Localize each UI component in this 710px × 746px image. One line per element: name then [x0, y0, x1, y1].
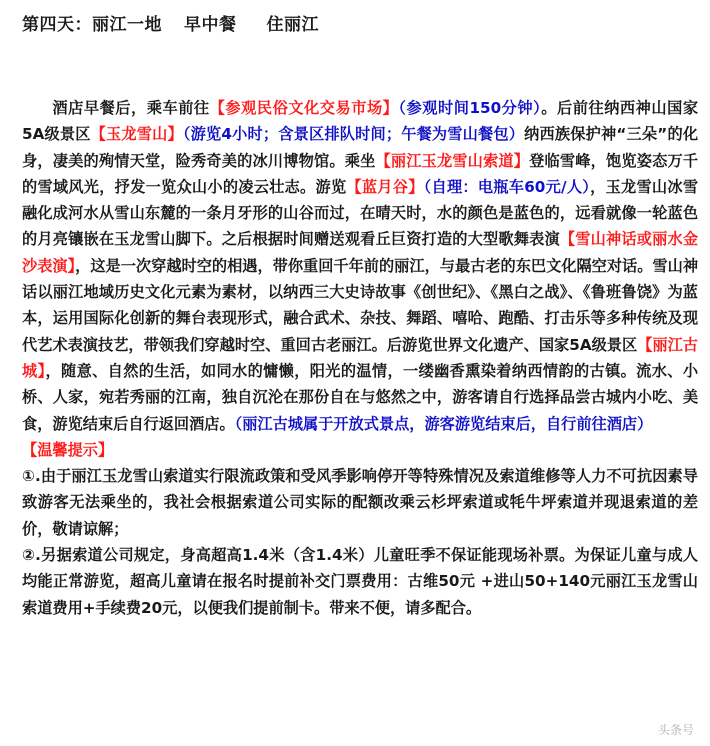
day-header — [22, 10, 319, 35]
tip-item-2: ②.另据索道公司规定，身高超高1.4米（含1.4米）儿童旺季不保证能现场补票。为保证儿童与成人均能正常游览，超高儿童请在报名时提前补交门票费用：古维50元 +进山50+140元丽江玉龙雪山索道费用+手续费20元，以便我们提前制卡。带来不便，请多配合。 — [22, 546, 698, 617]
text-segment: 登临雪峰，饱览姿态万千的雪域风光，抒发一览众山小的凌云壮志。游览 — [22, 151, 699, 196]
text-segment: ，随意、自然的生活，如同水的慵懒，阳光的温情，一缕幽香熏染着纳西情韵的古镇。流水、小桥、人家，宛若秀丽的江南，独自沉沦在那份自在与悠然之中，游客请自行选择品尝古城内小吃、美食，游览结束后自行返回酒店。 — [22, 361, 699, 433]
text-segment: 。后前往纳西神山国家5A级景区 — [22, 99, 699, 144]
text-segment: ，这是一次穿越时空的相遇，带你重回千年前的丽江，与最古老的东巴文化隔空对话。雪山神话以丽江地域历史文化元素为素材，以纳西三大史诗故事《创世纪》、《黑白之战》、《鲁班鲁饶》为蓝本，运用国际化创新的舞台表现形式，融合武术、杂技、舞蹈、嘻哈、跑酷、打击乐等多种传统及现代艺术表演技艺，带领我们穿越时空、重回古老丽江。后游览世界文化遗产、国家5A级景区 — [22, 256, 699, 354]
tips-title: 【温馨提示】 — [22, 440, 114, 459]
market-duration: （参观时间150分钟） — [398, 99, 542, 117]
itinerary-text — [22, 95, 698, 621]
old-town-attraction: 【丽江古城】 — [22, 335, 698, 380]
watermark: 头条号 — [657, 723, 694, 737]
market-attraction: 【参观民俗文化交易市场】 — [209, 99, 399, 117]
cableway-attraction: 【丽江玉龙雪山索道】 — [375, 151, 530, 170]
text-segment: ，玉龙雪山冰雪融化成河水从雪山东麓的一条月牙形的山谷而过，在晴天时，水的颜色是蓝色的，远看就像一轮蓝色的月亮镶嵌在玉龙雪山脚下。之后根据时间赠送观看丘巨资打造的大型歌舞表演 — [22, 177, 699, 249]
jade-dragon-note: （游览4小时；含景区排队时间；午餐为雪山餐包） — [182, 125, 525, 144]
blue-moon-valley-note: （自理：电瓶车60元/人） — [423, 177, 591, 196]
day-title: 第四天：丽江一地 — [22, 15, 162, 35]
jade-dragon-attraction: 【玉龙雪山】 — [90, 125, 183, 144]
old-town-note: （丽江古城属于开放式景点，游客游览结束后，自行前往酒店） — [234, 414, 653, 433]
show-attraction: 【雪山神话或丽水金沙表演】 — [22, 230, 699, 275]
meals-info: 早中餐 — [184, 15, 237, 35]
tip-item-1: ①.由于丽江玉龙雪山索道实行限流政策和受风季影响停开等特殊情况及索道维修等人力不可抗因素导致游客无法乘坐的，我社会根据索道公司实际的配额改乘云杉坪索道或牦牛坪索道并现退索道的差价，敬请谅解； — [22, 467, 698, 538]
blue-moon-valley-attraction: 【蓝月谷】 — [346, 177, 424, 196]
stay-info: 住丽江 — [266, 15, 319, 35]
text-segment: 纳西族保护神“三朵”的化身，凄美的殉情天堂，险秀奇美的冰川博物馆。乘坐 — [22, 125, 699, 170]
text-segment: 酒店早餐后，乘车前往 — [52, 99, 210, 117]
